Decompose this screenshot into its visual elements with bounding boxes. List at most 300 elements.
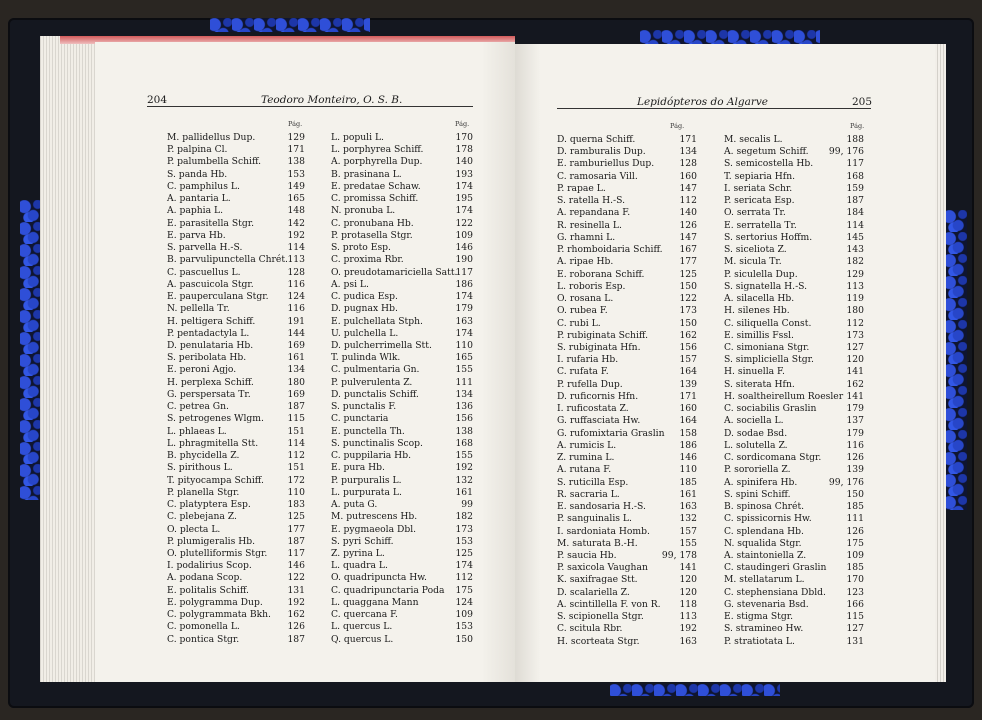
index-entry <box>167 475 305 487</box>
page-number: 205 <box>852 96 873 108</box>
index-entry <box>331 316 473 328</box>
species-name: P. planella Stgr. <box>167 486 240 498</box>
species-name: E. peroni Agjo. <box>167 364 237 376</box>
species-name: C. quercana F. <box>331 609 398 621</box>
page-reference: 179 <box>455 303 473 315</box>
page-reference: 174 <box>455 560 473 572</box>
species-name: D. pulcherrimella Stt. <box>331 339 432 351</box>
species-name: G. ruffasciata Hw. <box>557 415 641 427</box>
species-name: H. silenes Hb. <box>724 305 790 317</box>
page-reference: 141 <box>679 562 697 574</box>
page-reference: 183 <box>287 499 305 511</box>
species-name: D. querna Schiff. <box>557 134 636 145</box>
index-entry <box>167 462 305 474</box>
page-reference: 192 <box>455 462 473 474</box>
species-name: S. sertorius Hoffm. <box>724 231 813 243</box>
running-header: Teodoro Monteiro, O. S. B. <box>261 94 403 106</box>
page-reference: 117 <box>455 266 473 278</box>
page-reference: 112 <box>846 317 864 329</box>
page-reference: 109 <box>846 549 864 561</box>
species-name: P. pentadactyla L. <box>167 327 250 339</box>
index-entry <box>557 158 697 170</box>
index-entry <box>724 354 864 366</box>
index-entry <box>331 352 473 364</box>
index-entry <box>557 207 697 219</box>
running-header: Lepidópteros do Algarve <box>637 96 768 108</box>
species-name: H. scorteata Stgr. <box>557 635 640 647</box>
index-entry <box>167 401 305 413</box>
species-name: M. saturata B.-H. <box>557 537 638 549</box>
species-name: S. spini Schiff. <box>724 488 791 500</box>
page-reference: 129 <box>287 132 305 143</box>
page-reference: 174 <box>455 180 473 192</box>
index-entry <box>331 181 473 193</box>
page-reference: 119 <box>846 293 864 305</box>
species-name: T. pityocampa Schiff. <box>167 474 264 486</box>
species-name: S. rubiginata Hfn. <box>557 341 641 353</box>
page-reference: 118 <box>679 598 697 610</box>
page-reference: 155 <box>679 537 697 549</box>
species-name: P. rubiginata Schiff. <box>557 329 649 341</box>
species-name: N. squalida Stgr. <box>724 537 802 549</box>
page-reference: 129 <box>846 268 864 280</box>
page-reference: 111 <box>846 513 864 525</box>
page-reference: 160 <box>679 170 697 182</box>
index-entry <box>724 440 864 452</box>
index-entry <box>724 146 864 158</box>
index-entry <box>167 242 305 254</box>
page-reference: 161 <box>287 352 305 364</box>
index-entry <box>167 144 305 156</box>
page-reference: 138 <box>455 425 473 437</box>
species-name: P. saxicola Vaughan <box>557 562 648 574</box>
page-reference: 109 <box>455 609 473 621</box>
index-entry <box>331 560 473 572</box>
index-entry <box>557 538 697 550</box>
index-entry <box>331 413 473 425</box>
species-name: Z. rumina L. <box>557 452 615 464</box>
species-name: C. simoniana Stgr. <box>724 341 810 353</box>
index-entry <box>167 621 305 633</box>
species-name: C. spissicornis Hw. <box>724 513 812 525</box>
page-reference: 166 <box>846 598 864 610</box>
species-name: P. protasella Stgr. <box>331 229 413 241</box>
page-reference: 126 <box>287 621 305 633</box>
page-reference: 193 <box>455 168 473 180</box>
species-name: S. proto Esp. <box>331 242 391 254</box>
species-name: A. staintoniella Z. <box>724 549 807 561</box>
species-name: M. putrescens Hb. <box>331 511 418 523</box>
species-name: P. sericata Esp. <box>724 195 795 207</box>
index-entry <box>557 464 697 476</box>
index-entry <box>331 621 473 633</box>
index-entry <box>331 548 473 560</box>
index-entry <box>557 244 697 256</box>
index-entry <box>331 609 473 621</box>
page-reference: 167 <box>679 244 697 256</box>
species-name: P. rhomboidaria Schiff. <box>557 244 663 256</box>
species-name: I. sardoniata Homb. <box>557 525 650 537</box>
species-name: A. silacella Hb. <box>724 293 795 305</box>
species-name: C. puppilaria Hb. <box>331 450 411 462</box>
page-reference: 187 <box>287 401 305 413</box>
index-entry <box>724 171 864 183</box>
species-name: C. pontica Stgr. <box>167 633 240 645</box>
index-entry <box>724 452 864 464</box>
page-reference: 124 <box>455 596 473 608</box>
index-entry <box>167 548 305 560</box>
page-reference: 185 <box>846 501 864 513</box>
species-name: E. pura Hb. <box>331 462 385 474</box>
index-entry <box>331 242 473 254</box>
page-reference: 153 <box>455 621 473 633</box>
index-column <box>331 132 473 646</box>
marbled-edge-top-right <box>640 30 820 44</box>
page-reference: 116 <box>287 303 305 315</box>
page-reference: 138 <box>287 156 305 168</box>
index-entry <box>167 205 305 217</box>
species-name: C. petrea Gn. <box>167 401 229 413</box>
species-name: G. perspersata Tr. <box>167 388 251 400</box>
species-name: O. rubea F. <box>557 305 608 317</box>
page-reference: 163 <box>455 315 473 327</box>
species-name: O. plutelliformis Stgr. <box>167 547 268 559</box>
page-reference: 116 <box>287 278 305 290</box>
page-reference: 125 <box>287 511 305 523</box>
index-entry <box>724 623 864 635</box>
species-name: P. palpina Cl. <box>167 144 228 156</box>
left-page <box>95 42 515 682</box>
index-entry <box>167 377 305 389</box>
species-name: L. purpurata L. <box>331 486 402 498</box>
species-name: O. serrata Tr. <box>724 207 786 219</box>
index-entry <box>331 267 473 279</box>
species-name: C. platyptera Esp. <box>167 499 251 511</box>
page-reference: 172 <box>287 474 305 486</box>
species-name: P. rufella Dup. <box>557 378 623 390</box>
index-entry <box>557 232 697 244</box>
page-reference: 173 <box>846 329 864 341</box>
species-name: L. quadra L. <box>331 560 388 572</box>
page-reference: 114 <box>287 242 305 254</box>
page-reference: 131 <box>846 635 864 647</box>
page-reference: 178 <box>455 144 473 156</box>
index-entry <box>557 562 697 574</box>
species-name: I. rufaria Hb. <box>557 354 619 366</box>
index-entry <box>167 511 305 523</box>
species-name: C. siliquella Const. <box>724 317 812 329</box>
index-entry <box>167 340 305 352</box>
page-reference: 114 <box>846 219 864 231</box>
page-reference: 184 <box>846 207 864 219</box>
page-reference: 110 <box>287 486 305 498</box>
index-entry <box>331 536 473 548</box>
species-name: A. paphia L. <box>167 205 223 217</box>
page-reference: 142 <box>287 217 305 229</box>
index-entry <box>331 328 473 340</box>
page-reference: 185 <box>846 562 864 574</box>
species-name: A. pascuicola Stgr. <box>167 278 254 290</box>
species-name: L. solutella Z. <box>724 439 788 451</box>
page-reference: 145 <box>846 231 864 243</box>
species-name: U. pulchella L. <box>331 327 399 339</box>
index-entry <box>167 536 305 548</box>
species-name: E. sandosaria H.-S. <box>557 501 646 513</box>
page-reference: 111 <box>455 376 473 388</box>
page-reference: 173 <box>455 523 473 535</box>
index-entry <box>557 599 697 611</box>
index-entry <box>167 328 305 340</box>
species-name: A. psi L. <box>331 278 369 290</box>
page-reference: 110 <box>679 464 697 476</box>
index-entry <box>557 452 697 464</box>
index-entry <box>724 477 864 489</box>
index-entry <box>724 538 864 550</box>
species-name: P. plumigeralis Hb. <box>167 535 256 547</box>
page-reference: 174 <box>455 205 473 217</box>
species-name: M. pallidellus Dup. <box>167 132 256 143</box>
species-name: M. sicula Tr. <box>724 256 782 268</box>
page-reference: 156 <box>455 413 473 425</box>
species-name: S. parvella H.-S. <box>167 242 243 254</box>
page-reference: 125 <box>679 268 697 280</box>
index-entry <box>724 330 864 342</box>
page-reference: 163 <box>679 501 697 513</box>
page-reference: 151 <box>287 462 305 474</box>
species-name: A. scintillella F. von R. <box>557 598 661 610</box>
species-name: T. sepiaria Hfn. <box>724 170 796 182</box>
index-entry <box>724 501 864 513</box>
page-reference: 139 <box>846 464 864 476</box>
page-reference: 153 <box>455 535 473 547</box>
species-name: D. ramburalis Dup. <box>557 146 646 158</box>
page-reference: 140 <box>455 156 473 168</box>
index-entry <box>557 574 697 586</box>
page-reference: 115 <box>846 611 864 623</box>
index-entry <box>557 342 697 354</box>
species-name: S. ratella H.-S. <box>557 195 626 207</box>
species-name: P. palumbella Schiff. <box>167 156 262 168</box>
index-column <box>724 134 864 648</box>
species-name: A. porphyrella Dup. <box>331 156 423 168</box>
pag-label: Pág. <box>850 122 865 130</box>
page-reference: 182 <box>846 256 864 268</box>
species-name: L. roboris Esp. <box>557 280 626 292</box>
index-entry <box>724 207 864 219</box>
page-reference: 124 <box>287 291 305 303</box>
page-reference: 146 <box>287 560 305 572</box>
page-reference: 127 <box>846 623 864 635</box>
index-entry <box>167 560 305 572</box>
index-entry <box>724 256 864 268</box>
page-reference: 112 <box>287 450 305 462</box>
page-reference: 110 <box>455 339 473 351</box>
species-name: D. sodae Bsd. <box>724 427 788 439</box>
index-entry <box>557 220 697 232</box>
index-entry <box>724 464 864 476</box>
species-name: D. punctalis Schiff. <box>331 388 419 400</box>
species-name: S. scipionella Stgr. <box>557 611 644 623</box>
index-entry <box>557 183 697 195</box>
species-name: C. promissa Schiff. <box>331 193 419 205</box>
index-entry <box>557 281 697 293</box>
index-entry <box>724 244 864 256</box>
index-entry <box>167 450 305 462</box>
species-name: N. pellella Tr. <box>167 303 230 315</box>
index-entry <box>331 144 473 156</box>
index-entry <box>331 389 473 401</box>
species-name: G. rufomixtaria Graslin <box>557 427 665 439</box>
species-name: S. siceliota Z. <box>724 244 787 256</box>
species-name: S. ruticilla Esp. <box>557 476 629 488</box>
index-entry <box>724 550 864 562</box>
species-name: E. politalis Schiff. <box>167 584 249 596</box>
page-reference: 132 <box>455 474 473 486</box>
species-name: C. pronubana Hb. <box>331 217 414 229</box>
page-reference: 190 <box>455 254 473 266</box>
page-reference: 192 <box>287 596 305 608</box>
page-reference: 186 <box>679 439 697 451</box>
index-entry <box>724 366 864 378</box>
index-entry <box>167 597 305 609</box>
index-entry <box>724 562 864 574</box>
page-reference: 186 <box>455 278 473 290</box>
species-name: S. pirithous L. <box>167 462 233 474</box>
index-entry <box>557 366 697 378</box>
page-reference: 132 <box>679 513 697 525</box>
species-name: E. parasitella Stgr. <box>167 217 255 229</box>
species-name: H. peltigera Schiff. <box>167 315 256 327</box>
index-entry <box>331 279 473 291</box>
index-entry <box>331 634 473 646</box>
header-rule <box>557 108 871 109</box>
index-entry <box>167 316 305 328</box>
species-name: E. ramburiellus Dup. <box>557 158 655 170</box>
species-name: D. ruficornis Hfn. <box>557 390 639 402</box>
page-reference: 150 <box>846 488 864 500</box>
page-reference: 169 <box>287 388 305 400</box>
index-entry <box>167 303 305 315</box>
page-reference: 164 <box>679 366 697 378</box>
page-reference: 161 <box>455 486 473 498</box>
index-entry <box>724 379 864 391</box>
page-reference: 128 <box>679 158 697 170</box>
page-reference: 139 <box>679 378 697 390</box>
page-reference: 137 <box>846 415 864 427</box>
index-entry <box>724 636 864 648</box>
page-stack-left <box>40 36 95 682</box>
species-name: A. podana Scop. <box>167 572 243 584</box>
index-entry <box>167 524 305 536</box>
index-entry <box>331 218 473 230</box>
species-name: E. pauperculana Stgr. <box>167 291 269 303</box>
index-entry <box>167 499 305 511</box>
species-name: A. ripae Hb. <box>557 256 614 268</box>
species-name: P. sororiella Z. <box>724 464 791 476</box>
page-reference: 180 <box>846 305 864 317</box>
index-entry <box>724 158 864 170</box>
page-reference: 173 <box>679 305 697 317</box>
page-reference: 122 <box>287 572 305 584</box>
index-entry <box>557 134 697 146</box>
species-name: O. quadripuncta Hw. <box>331 572 427 584</box>
marbled-edge-top-left <box>210 18 370 32</box>
index-entry <box>331 511 473 523</box>
index-entry <box>724 574 864 586</box>
species-name: S. simpliciella Stgr. <box>724 354 814 366</box>
index-entry <box>331 291 473 303</box>
species-name: C. scitula Rbr. <box>557 623 623 635</box>
index-entry <box>167 218 305 230</box>
index-entry <box>557 415 697 427</box>
species-name: S. pyri Schiff. <box>331 535 394 547</box>
species-name: S. peribolata Hb. <box>167 352 247 364</box>
species-name: C. quadripunctaria Poda <box>331 584 445 596</box>
index-entry <box>331 462 473 474</box>
index-entry <box>331 572 473 584</box>
species-name: S. siterata Hfn. <box>724 378 795 390</box>
right-page <box>515 44 935 682</box>
species-name: L. porphyrea Schiff. <box>331 144 424 156</box>
species-name: D. pugnax Hb. <box>331 303 398 315</box>
page-reference: 150 <box>679 317 697 329</box>
pag-label: Pág. <box>455 120 470 128</box>
page-reference: 151 <box>287 425 305 437</box>
page-reference: 162 <box>679 329 697 341</box>
species-name: G. stevenaria Bsd. <box>724 598 809 610</box>
page-reference: 177 <box>679 256 697 268</box>
page-reference: 191 <box>287 315 305 327</box>
page-reference: 114 <box>287 437 305 449</box>
page-reference: 131 <box>287 584 305 596</box>
index-entry <box>557 403 697 415</box>
species-name: C. pulmentaria Gn. <box>331 364 420 376</box>
page-reference: 160 <box>679 403 697 415</box>
index-entry <box>167 364 305 376</box>
index-entry <box>557 550 697 562</box>
index-entry <box>331 205 473 217</box>
page-reference: 174 <box>455 291 473 303</box>
species-name: P. siculella Dup. <box>724 268 798 280</box>
species-name: C. pudica Esp. <box>331 291 398 303</box>
page-reference: 117 <box>846 158 864 170</box>
species-name: H. soaltheirellum Roesler <box>724 390 844 402</box>
index-entry <box>724 415 864 427</box>
index-entry <box>724 489 864 501</box>
page-reference: 126 <box>679 219 697 231</box>
index-entry <box>724 269 864 281</box>
page-reference: 185 <box>679 476 697 488</box>
index-entry <box>167 254 305 266</box>
index-entry <box>167 267 305 279</box>
page-reference: 168 <box>846 170 864 182</box>
species-name: A. puta G. <box>331 499 378 511</box>
species-name: P. sanguinalis L. <box>557 513 632 525</box>
species-name: D. penulataria Hb. <box>167 339 254 351</box>
species-name: E. pulchellata Stph. <box>331 315 423 327</box>
page-reference: 187 <box>287 535 305 547</box>
index-entry <box>724 195 864 207</box>
species-name: S. punctinalis Scop. <box>331 437 423 449</box>
index-entry <box>331 450 473 462</box>
index-entry <box>557 513 697 525</box>
header-rule <box>147 106 473 107</box>
index-entry <box>167 634 305 646</box>
index-entry <box>331 132 473 144</box>
species-name: B. prasinana L. <box>331 168 402 180</box>
species-name: C. rufata F. <box>557 366 609 378</box>
page-reference: 180 <box>287 376 305 388</box>
